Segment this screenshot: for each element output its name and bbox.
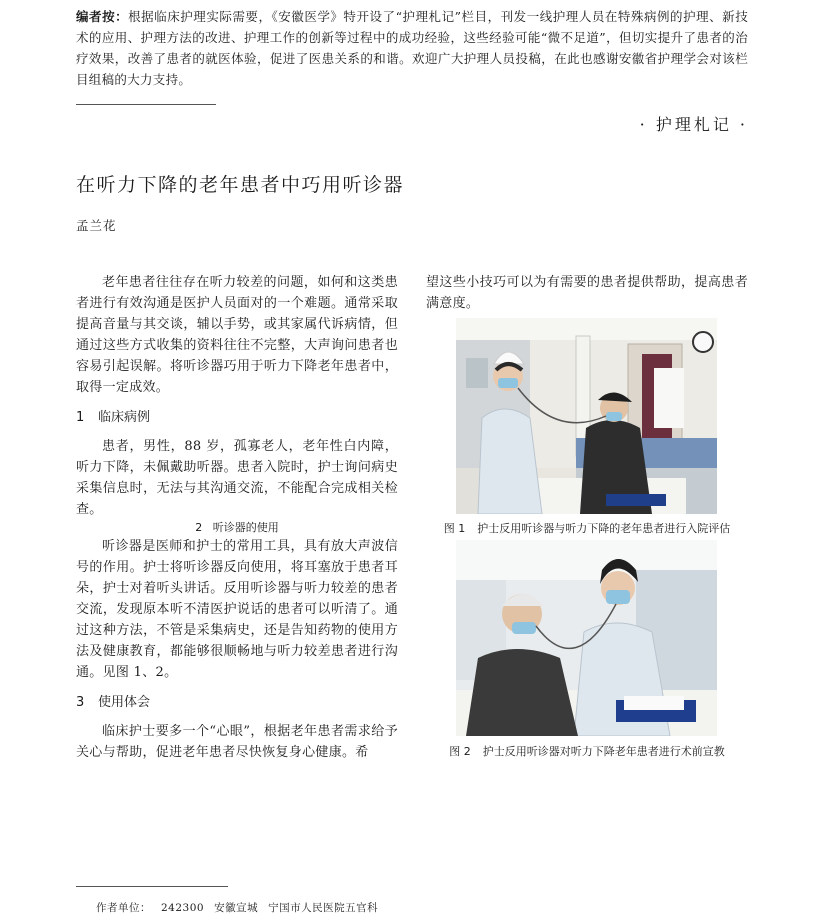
section-2-number: 2 — [195, 521, 203, 534]
affiliation-dept: 宁国市人民医院五官科 — [268, 902, 379, 914]
editor-note — [76, 6, 748, 90]
top-divider — [76, 104, 216, 105]
section-1-title: 临床病例 — [98, 410, 151, 425]
left-column — [76, 272, 398, 763]
section-2-heading — [76, 520, 398, 536]
article-author: 孟兰花 — [76, 218, 117, 233]
figure-2-photo — [456, 540, 717, 736]
affiliation-city: 安徽宣城 — [214, 902, 259, 914]
section-3-title: 使用体会 — [98, 695, 151, 710]
figure-2-illustration — [456, 540, 717, 736]
figure-1-illustration — [456, 318, 717, 514]
intro-paragraph: 老年患者往往存在听力较差的问题，如何和这类患者进行有效沟通是医护人员面对的一个难题。通常采取提高音量与其交谈，辅以手势，或其家属代诉病情，但通过这些方式收集的资料往往不完整，大声询问患者也容易引起误解。将听诊器巧用于听力下降老年患者中，取得一定成效。 — [76, 275, 398, 395]
section-3-continued: 望这些小技巧可以为有需要的患者提供帮助，提高患者满意度。 — [426, 275, 748, 311]
section-3-heading — [76, 693, 398, 713]
figure-2-caption-text: 护士反用听诊器对听力下降老年患者进行术前宣教 — [482, 745, 725, 758]
section-1-paragraph: 患者，男性，88 岁，孤寡老人，老年性白内障，听力下降，未佩戴助听器。患者入院时，护士询问病史采集信息时，无法与其沟通交流，不能配合完成相关检查。 — [76, 439, 398, 517]
article-title: 在听力下降的老年患者中巧用听诊器 — [76, 174, 405, 196]
affiliation-postcode: 242300 — [161, 902, 205, 914]
editor-note-text: 根据临床护理实际需要，《安徽医学》特开设了“护理札记”栏目，刊发一线护理人员在特殊病例的护理、新技术的应用、护理方法的改进、护理工作的创新等过程中的成功经验，这些经验可能“微不足道”，但切实提升了患者的治疗效果，改善了患者的就医体验，促进了医患关系的和谐。欢迎广大护理人员投稿，在此也感谢安徽省护理学会对该栏目组稿的大力支持。 — [76, 9, 749, 87]
section-2-paragraph: 听诊器是医师和护士的常用工具，具有放大声波信号的作用。护士将听诊器反向使用，将耳塞放于患者耳朵，护士对着听头讲话。反用听诊器与听力较差的患者交流，发现原本听不清医护说话的患者可以听清了。通过这种方法，不管是采集病史，还是告知药物的使用方法及健康教育，都能够很顺畅地与听力较差患者进行沟通。见图 1、2。 — [76, 539, 398, 680]
figure-2-caption — [426, 743, 748, 759]
figure-1-caption-text: 护士反用听诊器与听力下降的老年患者进行入院评估 — [477, 522, 731, 535]
affiliation-label: 作者单位： — [96, 902, 151, 914]
section-1-heading — [76, 408, 398, 428]
author-affiliation — [96, 900, 378, 915]
figure-1-photo — [456, 318, 717, 514]
section-1-number: 1 — [76, 410, 85, 425]
figure-1-caption — [426, 520, 748, 536]
editor-note-label: 编者按： — [76, 9, 129, 24]
footnote-divider — [76, 886, 228, 887]
column-name: · 护理札记 · — [639, 115, 748, 134]
section-3-number: 3 — [76, 695, 85, 710]
section-3-paragraph: 临床护士要多一个“心眼”，根据老年患者需求给予关心与帮助，促进老年患者尽快恢复身心健康。希 — [76, 724, 398, 760]
section-2-title: 听诊器的使用 — [212, 521, 279, 534]
figure-1-label: 图 1 — [443, 522, 466, 535]
right-column — [426, 272, 748, 314]
figure-2-label: 图 2 — [449, 745, 471, 758]
